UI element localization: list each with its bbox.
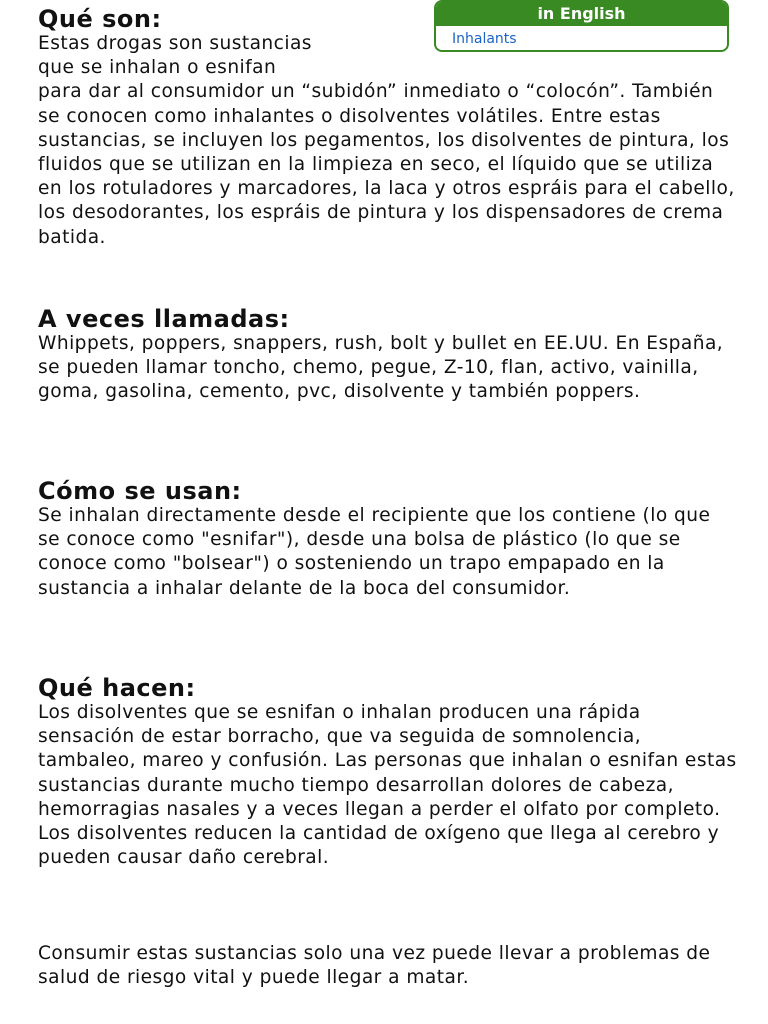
section-title-que-son: Qué son:	[38, 5, 162, 33]
section-body-consumir: Consumir estas sustancias solo una vez puede llevar a problemas de salud de riesgo vital y puede llegar a matar.	[38, 943, 711, 989]
section-title-que-hacen: Qué hacen:	[38, 674, 196, 702]
section-a-veces-llamadas	[38, 306, 738, 405]
section-title-a-veces-llamadas: A veces llamadas:	[38, 305, 290, 333]
inhalants-link[interactable]: Inhalants	[452, 31, 517, 47]
section-body-que-son-line2: que se inhalan o esnifan	[38, 57, 277, 79]
section-como-se-usan	[38, 478, 738, 601]
section-body-que-son-rest: para dar al consumidor un “subidón” inmediato o “colocón”. También se conocen como inhalantes o disolventes volátiles. Entre estas sustancias, se incluyen los pegamentos, los disolventes de pintura, los fluidos que se utilizan en la limpieza en seco, el líquido que se utiliza en los rotuladores y marcadores, la laca y otros espráis para el cabello, los desodorantes, los espráis de pintura y los dispensadores de crema batida.	[38, 81, 735, 248]
section-body-que-son-line1: Estas drogas son sustancias	[38, 33, 312, 54]
section-body-que-hacen: Los disolventes que se esnifan o inhalan producen una rápida sensación de estar borracho, que va seguida de somnolencia, tambaleo, mareo y confusión. Las personas que inhalan o esnifan estas sustancias durante mucho tiempo desarrollan dolores de cabeza, hemorragias nasales y a veces llegan a perder el olfato por completo. Los disolventes reducen la cantidad de oxígeno que llega al cerebro y pueden causar daño cerebral.	[38, 702, 737, 869]
section-body-a-veces-llamadas: Whippets, poppers, snappers, rush, bolt y bullet en EE.UU. En España, se pueden llamar toncho, chemo, pegue, Z-10, flan, activo, vainilla, goma, gasolina, cemento, pvc, disolvente y también poppers.	[38, 333, 724, 403]
in-english-box	[434, 0, 729, 52]
section-consumir	[38, 942, 738, 990]
section-que-hacen	[38, 675, 738, 870]
in-english-header: in English	[436, 2, 727, 26]
section-title-como-se-usan: Cómo se usan:	[38, 477, 242, 505]
section-body-como-se-usan: Se inhalan directamente desde el recipiente que los contiene (lo que se conoce como "esnifar"), desde una bolsa de plástico (lo que se conoce como "bolsear") o sosteniendo un trapo empapado en la sustancia a inhalar delante de la boca del consumidor.	[38, 505, 711, 599]
